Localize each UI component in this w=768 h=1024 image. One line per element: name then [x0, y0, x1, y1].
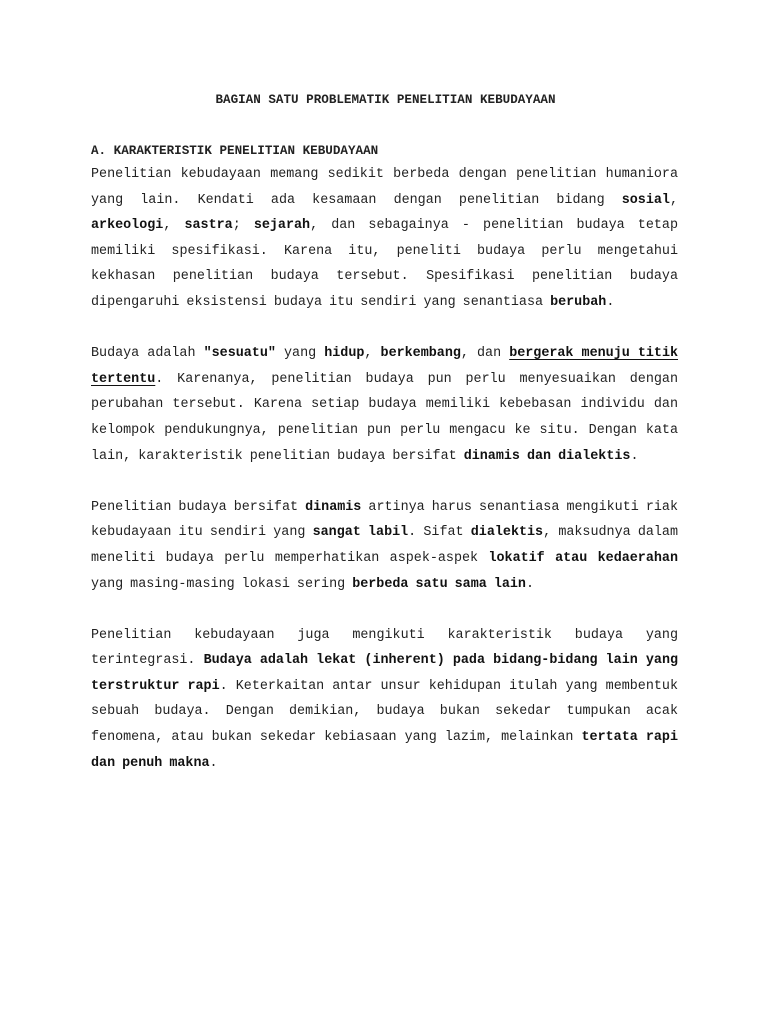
paragraph-1-text-2: , [669, 192, 678, 208]
paragraph-2-text-6: . [630, 448, 639, 464]
paragraph-2-text-5: . Karenanya, penelitian budaya pun perlu menyesuaikan dengan perubahan tersebut. Karena setiap budaya memiliki kebebasan individu dan kelompok pendukungnya, penelitian pun perlu mengacu ke situ. Dengan kata lain, karakteristik penelitian budaya bersifat [91, 371, 678, 464]
paragraph-3-bold-lokatif: lokatif atau kedaerahan [488, 550, 678, 566]
paragraph-3-bold-sangat-labil: sangat labil [312, 525, 409, 541]
document-title: BAGIAN SATU PROBLEMATIK PENELITIAN KEBUDAYAAN [215, 93, 556, 107]
paragraph-3-text-5: yang masing-masing lokasi sering [91, 576, 353, 592]
paragraph-1-bold-sosial: sosial [621, 192, 670, 208]
paragraph-4-text-3: . [209, 755, 218, 771]
paragraph-1-bold-sastra: sastra [184, 218, 233, 234]
paragraph-2-text-3: , [364, 346, 381, 362]
paragraph-2-bold-berkembang: berkembang [380, 346, 461, 362]
paragraph-3-text-2: artinya harus senantiasa mengikuti riak kebudayaan itu sendiri yang [91, 499, 678, 541]
paragraph-1-bold-arkeologi: arkeologi [91, 218, 164, 234]
paragraph-2 [91, 341, 678, 469]
paragraph-2-underline: bergerak menuju titik tertentu [91, 346, 679, 387]
paragraph-4-bold-tertata-rapi: tertata rapi dan penuh makna [91, 730, 678, 771]
paragraph-4-text-2: . Keterkaitan antar unsur kehidupan itulah yang membentuk sebuah budaya. Dengan demikian, budaya bukan sekedar tumpukan acak fenomena, atau bukan sekedar kebiasaan yang lazim, melainkan [91, 678, 678, 746]
paragraph-1-text-3: , [163, 218, 185, 234]
paragraph-2-text-1: Budaya adalah [91, 346, 204, 362]
section-heading: A. KARAKTERISTIK PENELITIAN KEBUDAYAAN [91, 144, 379, 158]
paragraph-2-text-2: yang [275, 346, 325, 362]
paragraph-2-bold-dinamis-dialektis: dinamis dan dialektis [463, 448, 631, 464]
paragraph-1-bold-berubah: berubah [550, 294, 607, 310]
paragraph-2-bold-sesuatu: "sesuatu" [203, 346, 276, 362]
paragraph-2-text-4: , dan [460, 346, 510, 362]
paragraph-1-bold-sejarah: sejarah [253, 218, 311, 234]
paragraph-3-text-4: , maksudnya dalam meneliti budaya perlu memperhatikan aspek-aspek [91, 525, 678, 566]
paragraph-1-text-5: , dan sebagainya - penelitian budaya tetap memiliki spesifikasi. Karena itu, peneliti budaya perlu mengetahui kekhasan penelitian budaya tersebut. Spesifikasi penelitian budaya dipengaruhi eksistensi budaya itu sendiri yang senantiasa [91, 218, 678, 310]
paragraph-1 [91, 162, 678, 316]
paragraph-3-bold-berbeda: berbeda satu sama lain [352, 576, 526, 592]
paragraph-1-text-1: Penelitian kebudayaan memang sedikit berbeda dengan penelitian humaniora yang lain. Kendati ada kesamaan dengan penelitian bidang [91, 167, 678, 208]
paragraph-3-bold-dialektis: dialektis [470, 525, 544, 541]
paragraph-3-text-3: . Sifat [408, 525, 471, 541]
document-page [91, 92, 678, 776]
paragraph-2-bold-hidup: hidup [324, 346, 365, 362]
paragraph-4-text-1: Penelitian kebudayaan juga mengikuti karakteristik budaya yang terintegrasi. [91, 627, 678, 669]
paragraph-4-bold-budaya-lekat: Budaya adalah lekat (inherent) pada bidang-bidang lain yang terstruktur rapi [91, 653, 679, 694]
paragraph-3-text-1: Penelitian budaya bersifat [91, 499, 306, 515]
paragraph-1-text-6: . [606, 294, 615, 310]
paragraph-1-text-4: ; [232, 218, 254, 234]
paragraph-3-text-6: . [525, 576, 535, 592]
paragraph-3 [91, 495, 678, 597]
paragraph-4 [91, 623, 678, 777]
paragraph-3-bold-dinamis: dinamis [305, 499, 362, 515]
